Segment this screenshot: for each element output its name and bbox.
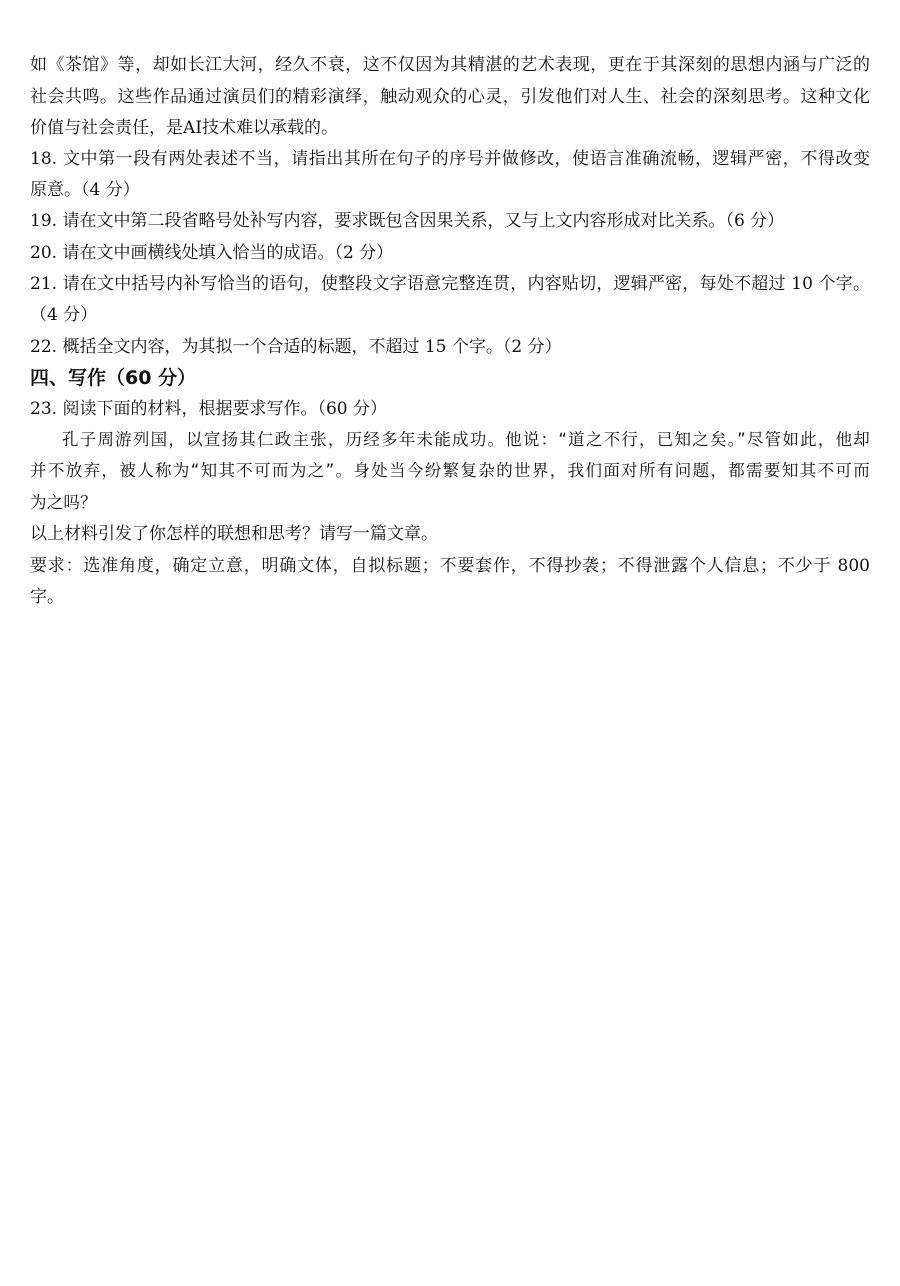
writing-requirements-line-2: 字。: [30, 587, 64, 607]
question-18-line-2: 原意。（4 分）: [30, 180, 140, 200]
writing-section-heading: 四、写作（60 分）: [30, 367, 197, 389]
question-18-line-1: 18. 文中第一段有两处表述不当，请指出其所在句子的序号并做修改，使语言准确流畅，逻辑严密，不得改变: [30, 149, 870, 169]
question-21-line-2: （4 分）: [30, 305, 98, 325]
writing-requirements-line-1: 要求：选准角度，确定立意，明确文体，自拟标题；不要套作，不得抄袭；不得泄露个人信息；不少于 800: [30, 556, 870, 576]
passage-line-2: 社会共鸣。这些作品通过演员们的精彩演绎，触动观众的心灵，引发他们对人生、社会的深刻思考。这种文化: [30, 87, 870, 107]
question-20: 20. 请在文中画横线处填入恰当的成语。（2 分）: [30, 243, 394, 263]
material-line-2: 并不放弃，被人称为“知其不可而为之”。身处当今纷繁复杂的世界，我们面对所有问题，都需要知其不可而: [30, 461, 870, 480]
writing-prompt: 以上材料引发了你怎样的联想和思考？请写一篇文章。: [30, 524, 438, 544]
question-19: 19. 请在文中第二段省略号处补写内容，要求既包含因果关系，又与上文内容形成对比关系。（6 分）: [30, 211, 785, 231]
material-line-3: 为之吗？: [30, 493, 97, 512]
passage-line-1: 如《茶馆》等，却如长江大河，经久不衰，这不仅因为其精湛的艺术表现，更在于其深刻的思想内涵与广泛的: [30, 55, 870, 75]
passage-line-3: 价值与社会责任，是AI技术难以承载的。: [30, 118, 338, 138]
question-21-line-1: 21. 请在文中括号内补写恰当的语句，使整段文字语意完整连贯，内容贴切，逻辑严密，每处不超过 10 个字。: [30, 274, 870, 294]
question-22: 22. 概括全文内容，为其拟一个合适的标题，不超过 15 个字。（2 分）: [30, 337, 562, 357]
question-23: 23. 阅读下面的材料，根据要求写作。（60 分）: [30, 399, 387, 419]
material-line-1: 孔子周游列国，以宣扬其仁政主张，历经多年未能成功。他说：“道之不行，已知之矣。”尽管如此，他却: [62, 430, 870, 449]
